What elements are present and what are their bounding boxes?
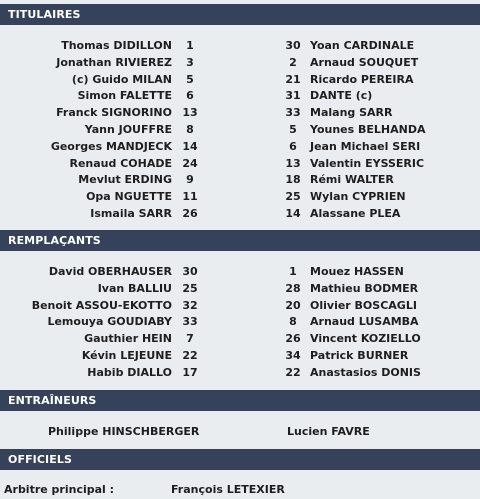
away-player-number: 28 (285, 281, 301, 295)
home-player-number: 24 (182, 156, 198, 170)
away-player-name: Jean Michael SERI (310, 139, 421, 153)
away-player-number: 8 (289, 315, 297, 329)
player-row (0, 281, 480, 298)
home-player-number: 6 (186, 89, 194, 103)
away-player-number: 25 (285, 190, 301, 204)
away-player-name: Vincent KOZIELLO (310, 332, 421, 346)
home-player-number: 9 (186, 173, 194, 187)
player-row (0, 172, 480, 189)
home-player-number: 25 (182, 281, 198, 295)
away-player-number: 31 (285, 89, 301, 103)
player-row (0, 298, 480, 315)
away-coach: Lucien FAVRE (287, 425, 370, 438)
home-coach: Philippe HINSCHBERGER (48, 425, 200, 438)
titulaires-list (0, 38, 480, 223)
away-player-number: 20 (285, 298, 301, 312)
away-player-number: 13 (285, 156, 301, 170)
player-row (0, 55, 480, 72)
home-player-name: David OBERHAUSER (48, 265, 172, 278)
player-row (0, 139, 480, 156)
away-player-number: 18 (285, 173, 301, 187)
home-player-name: (c) Guido MILAN (71, 72, 172, 86)
player-row (0, 38, 480, 55)
home-player-number: 33 (182, 315, 198, 329)
home-player-name: Opa NGUETTE (86, 190, 172, 204)
home-player-name: Jonathan RIVIEREZ (56, 55, 172, 69)
away-player-name: Arnaud LUSAMBA (310, 315, 419, 329)
away-player-name: Alassane PLEA (310, 206, 401, 220)
home-player-name: Renaud COHADE (69, 156, 172, 170)
home-player-number: 32 (182, 298, 198, 312)
away-player-name: Patrick BURNER (310, 348, 409, 362)
away-player-number: 34 (285, 348, 301, 362)
away-player-number: 30 (285, 39, 301, 52)
away-player-name: Arnaud SOUQUET (310, 55, 419, 69)
home-player-number: 13 (182, 106, 198, 120)
section-header-remplacants: REMPLAÇANTS (0, 230, 480, 251)
away-player-name: Olivier BOSCAGLI (310, 298, 417, 312)
section-header-officiels: OFFICIELS (0, 449, 480, 470)
section-header-titulaires: TITULAIRES (0, 4, 480, 25)
home-player-name: Gauthier HEIN (84, 332, 172, 346)
player-row (0, 331, 480, 348)
home-player-number: 17 (182, 365, 198, 379)
player-row (0, 189, 480, 206)
referee-label: Arbitre principal : (4, 483, 115, 496)
player-row (0, 348, 480, 365)
home-player-number: 5 (186, 72, 194, 86)
player-row (0, 72, 480, 89)
player-row (0, 365, 480, 382)
away-player-number: 14 (285, 206, 301, 220)
home-player-number: 7 (186, 332, 194, 346)
referee-name: François LETEXIER (171, 483, 285, 496)
home-player-name: Mevlut ERDING (78, 173, 172, 187)
away-player-name: Valentin EYSSERIC (310, 156, 425, 170)
section-header-entraineurs: ENTRAÎNEURS (0, 390, 480, 411)
player-row (0, 264, 480, 281)
away-player-name: Rémi WALTER (310, 173, 394, 187)
remplacants-list (0, 264, 480, 382)
home-player-name: Lemouya GOUDIABY (47, 315, 172, 329)
player-row (0, 105, 480, 122)
away-player-number: 22 (285, 365, 301, 379)
home-player-name: Simon FALETTE (77, 89, 172, 103)
away-player-number: 6 (289, 139, 297, 153)
home-player-name: Benoit ASSOU-EKOTTO (31, 298, 172, 312)
home-player-name: Ismaila SARR (90, 206, 172, 220)
home-player-number: 22 (182, 348, 198, 362)
home-player-name: Kévin LEJEUNE (81, 348, 172, 362)
home-player-number: 11 (182, 190, 198, 204)
home-player-number: 26 (182, 206, 198, 220)
away-player-number: 1 (289, 265, 297, 278)
home-player-name: Franck SIGNORINO (56, 106, 172, 120)
away-player-number: 2 (289, 55, 297, 69)
away-player-name: Anastasios DONIS (310, 365, 421, 379)
home-player-number: 30 (182, 265, 198, 278)
away-player-name: Mathieu BODMER (310, 281, 419, 295)
entraineurs-row (0, 424, 480, 441)
home-player-number: 3 (186, 55, 194, 69)
home-player-name: Yann JOUFFRE (84, 122, 172, 136)
away-player-name: Yoan CARDINALE (310, 39, 415, 52)
player-row (0, 156, 480, 173)
player-row (0, 88, 480, 105)
away-player-number: 21 (285, 72, 301, 86)
away-player-name: Younes BELHANDA (310, 122, 426, 136)
home-player-name: Ivan BALLIU (97, 281, 172, 295)
away-player-number: 5 (289, 122, 297, 136)
home-player-number: 1 (186, 39, 194, 52)
player-row (0, 206, 480, 223)
home-player-number: 14 (182, 139, 198, 153)
away-player-name: Wylan CYPRIEN (310, 190, 406, 204)
away-player-name: Malang SARR (310, 106, 393, 120)
away-player-number: 33 (285, 106, 301, 120)
officiels-row (0, 482, 480, 499)
home-player-number: 8 (186, 122, 194, 136)
away-player-name: DANTE (c) (310, 89, 373, 103)
away-player-name: Mouez HASSEN (310, 265, 404, 278)
away-player-name: Ricardo PEREIRA (310, 72, 414, 86)
player-row (0, 314, 480, 331)
away-player-number: 26 (285, 332, 301, 346)
home-player-name: Habib DIALLO (87, 365, 172, 379)
home-player-name: Thomas DIDILLON (61, 39, 172, 52)
player-row (0, 122, 480, 139)
home-player-name: Georges MANDJECK (50, 139, 172, 153)
